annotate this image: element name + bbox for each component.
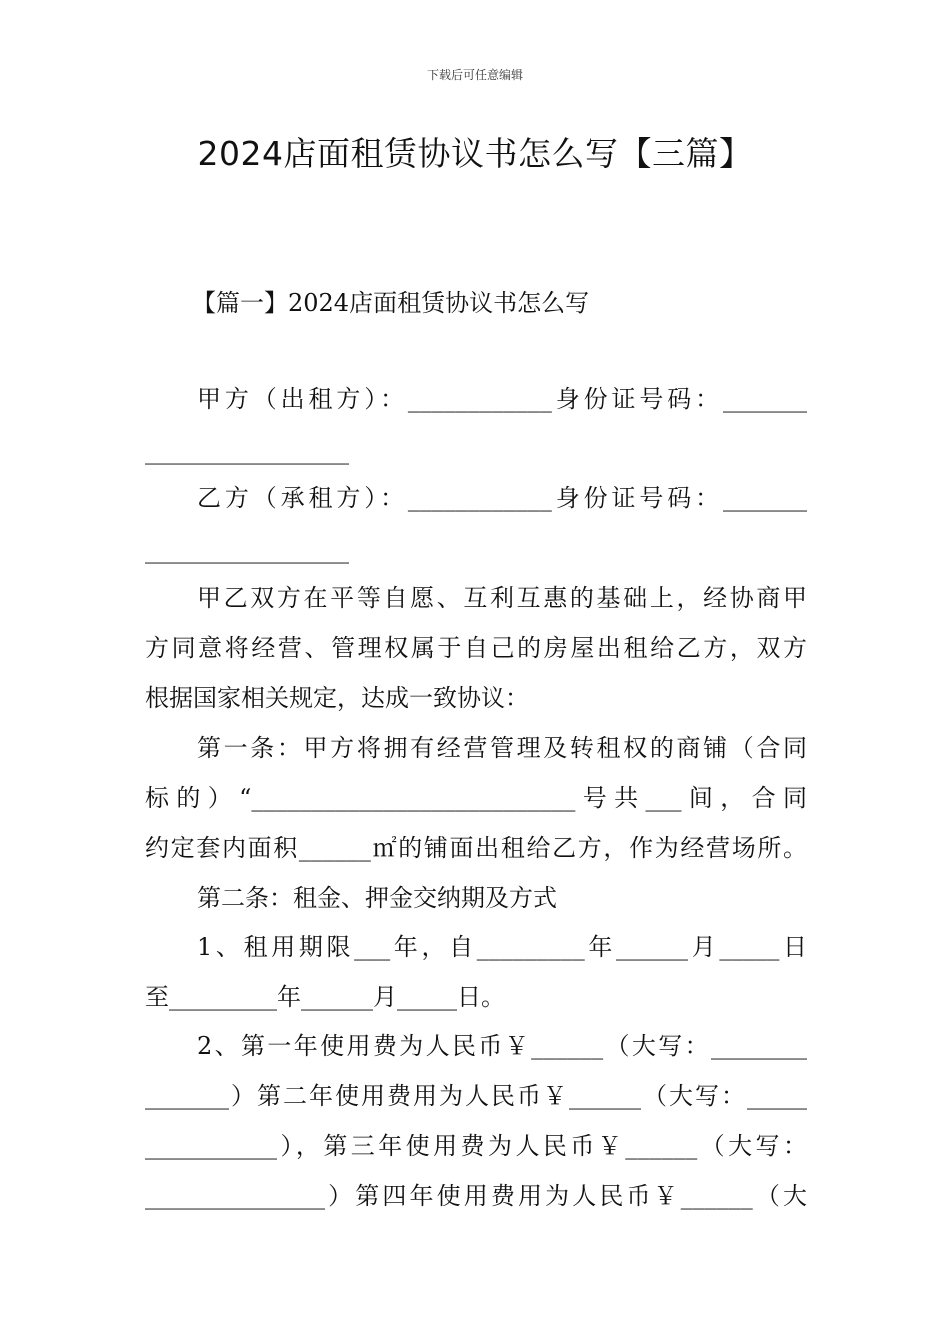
rent-line: _______________）第四年使用费用为人民币￥______（大 xyxy=(145,1182,807,1210)
section-heading: 【篇一】2024店面租赁协议书怎么写 xyxy=(192,289,590,317)
rent-line: 2、第一年使用费为人民币￥______（大写：________ xyxy=(197,1032,807,1060)
party-b-id-continuation: _________________ xyxy=(145,536,349,564)
party-a-id-continuation: _________________ xyxy=(145,437,349,465)
lease-term-line: 1、租用期限___年，自_________年______月_____日 xyxy=(197,933,807,961)
article-one-line: 约定套内面积______㎡的铺面出租给乙方，作为经营场所。 xyxy=(145,834,807,862)
body-paragraph-line: 甲乙双方在平等自愿、互利互惠的基础上，经协商甲 xyxy=(197,584,807,612)
article-one-line: 标的）“___________________________号共___间，合同 xyxy=(145,784,807,812)
party-a-line: 甲方（出租方）：____________身份证号码：_______ xyxy=(197,385,807,413)
article-two-heading: 第二条：租金、押金交纳期及方式 xyxy=(197,884,557,912)
rent-line: _______）第二年使用费用为人民币￥______（大写：_____ xyxy=(145,1082,807,1110)
rent-line: ___________），第三年使用费为人民币￥______（大写： xyxy=(145,1132,807,1160)
body-paragraph-line: 方同意将经营、管理权属于自己的房屋出租给乙方，双方 xyxy=(145,634,807,662)
document-title: 2024店面租赁协议书怎么写【三篇】 xyxy=(197,134,753,173)
party-b-line: 乙方（承租方）：____________身份证号码：_______ xyxy=(197,484,807,512)
article-one-line: 第一条：甲方将拥有经营管理及转租权的商铺（合同 xyxy=(197,734,807,762)
page-header-note: 下载后可任意编辑 xyxy=(426,68,523,82)
body-paragraph-line: 根据国家相关规定，达成一致协议： xyxy=(145,684,529,712)
lease-term-line: 至_________年______月_____日。 xyxy=(145,983,505,1011)
